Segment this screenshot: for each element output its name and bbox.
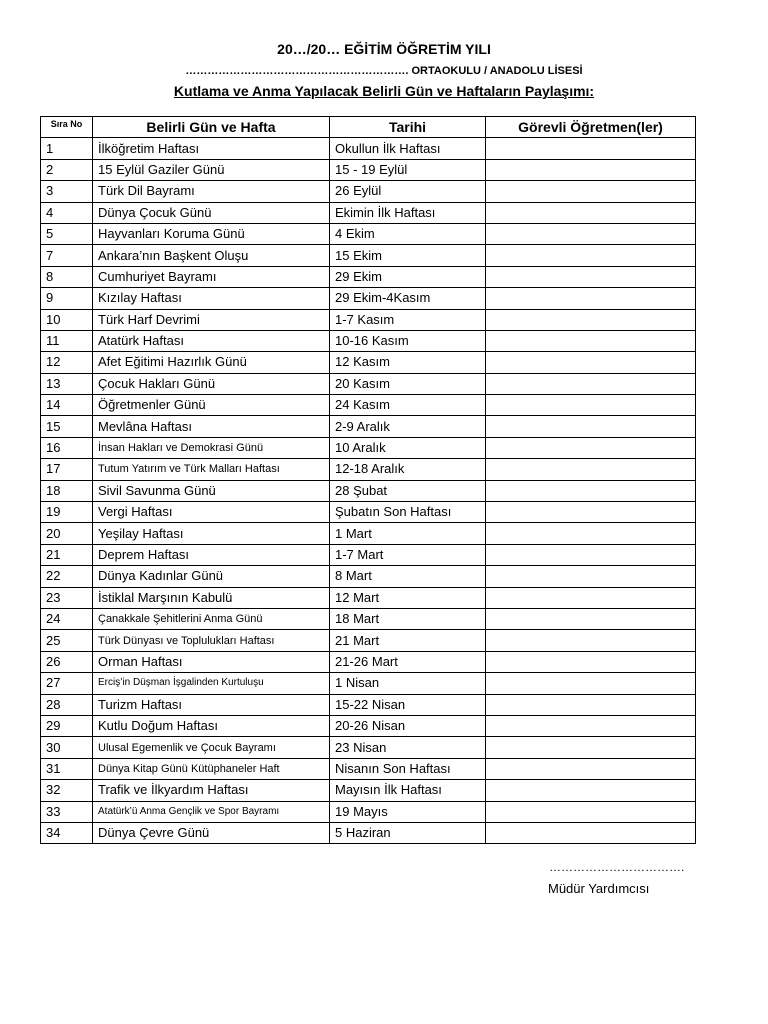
signature-line: ……………………………. <box>549 860 685 874</box>
event-name-cell: Deprem Haftası <box>93 544 330 565</box>
teacher-cell[interactable] <box>486 715 696 736</box>
teacher-cell[interactable] <box>486 630 696 651</box>
table-row <box>41 266 696 287</box>
event-name-cell: Türk Dünyası ve Toplulukları Haftası <box>93 630 330 651</box>
table-row <box>41 223 696 244</box>
row-number-cell: 24 <box>41 608 93 629</box>
teacher-cell[interactable] <box>486 523 696 544</box>
teacher-cell[interactable] <box>486 245 696 266</box>
row-number-cell: 32 <box>41 780 93 801</box>
event-date-cell: Nisanın Son Haftası <box>330 758 486 779</box>
table-row <box>41 202 696 223</box>
event-date-cell: Şubatın Son Haftası <box>330 502 486 523</box>
table-row <box>41 673 696 694</box>
event-name-cell: Afet Eğitimi Hazırlık Günü <box>93 352 330 373</box>
event-date-cell: 10-16 Kasım <box>330 330 486 351</box>
table-row <box>41 138 696 159</box>
event-name-cell: Türk Harf Devrimi <box>93 309 330 330</box>
teacher-cell[interactable] <box>486 780 696 801</box>
teacher-cell[interactable] <box>486 502 696 523</box>
event-name-cell: Çanakkale Şehitlerini Anma Günü <box>93 608 330 629</box>
event-date-cell: 5 Haziran <box>330 822 486 843</box>
signature-title: Müdür Yardımcısı <box>548 881 650 896</box>
row-number-cell: 9 <box>41 288 93 309</box>
teacher-cell[interactable] <box>486 566 696 587</box>
table-header-row <box>41 117 696 138</box>
teacher-cell[interactable] <box>486 181 696 202</box>
teacher-cell[interactable] <box>486 673 696 694</box>
event-date-cell: 23 Nisan <box>330 737 486 758</box>
row-number-cell: 15 <box>41 416 93 437</box>
event-date-cell: 1 Mart <box>330 523 486 544</box>
event-date-cell: Okullun İlk Haftası <box>330 138 486 159</box>
teacher-cell[interactable] <box>486 608 696 629</box>
table-row <box>41 630 696 651</box>
event-date-cell: 2-9 Aralık <box>330 416 486 437</box>
row-number-cell: 26 <box>41 651 93 672</box>
event-name-cell: Dünya Kadınlar Günü <box>93 566 330 587</box>
row-number-cell: 17 <box>41 459 93 480</box>
table-row <box>41 181 696 202</box>
row-number-cell: 31 <box>41 758 93 779</box>
teacher-cell[interactable] <box>486 202 696 223</box>
teacher-cell[interactable] <box>486 373 696 394</box>
table-row <box>41 245 696 266</box>
row-number-cell: 21 <box>41 544 93 565</box>
table-row <box>41 437 696 458</box>
event-date-cell: 21 Mart <box>330 630 486 651</box>
table-row <box>41 608 696 629</box>
row-number-cell: 13 <box>41 373 93 394</box>
row-number-cell: 4 <box>41 202 93 223</box>
celebration-table <box>40 116 696 844</box>
event-name-cell: Tutum Yatırım ve Türk Malları Haftası <box>93 459 330 480</box>
event-date-cell: 12-18 Aralık <box>330 459 486 480</box>
table-row <box>41 758 696 779</box>
event-name-cell: Kızılay Haftası <box>93 288 330 309</box>
event-name-cell: Mevlâna Haftası <box>93 416 330 437</box>
event-name-cell: Ankara’nın Başkent Oluşu <box>93 245 330 266</box>
event-date-cell: 15 - 19 Eylül <box>330 159 486 180</box>
event-name-cell: Dünya Çocuk Günü <box>93 202 330 223</box>
event-date-cell: 20 Kasım <box>330 373 486 394</box>
table-row <box>41 523 696 544</box>
event-date-cell: 12 Kasım <box>330 352 486 373</box>
event-name-cell: Öğretmenler Günü <box>93 395 330 416</box>
row-number-cell: 22 <box>41 566 93 587</box>
event-date-cell: 29 Ekim <box>330 266 486 287</box>
teacher-cell[interactable] <box>486 437 696 458</box>
event-date-cell: Ekimin İlk Haftası <box>330 202 486 223</box>
event-name-cell: Ulusal Egemenlik ve Çocuk Bayramı <box>93 737 330 758</box>
teacher-cell[interactable] <box>486 416 696 437</box>
event-date-cell: Mayısın İlk Haftası <box>330 780 486 801</box>
table-row <box>41 694 696 715</box>
teacher-cell[interactable] <box>486 223 696 244</box>
event-name-cell: Trafik ve İlkyardım Haftası <box>93 780 330 801</box>
row-number-cell: 19 <box>41 502 93 523</box>
event-date-cell: 4 Ekim <box>330 223 486 244</box>
school-heading: ……………………………………………………. ORTAOKULU / ANADOLU LİSESİ <box>185 65 583 77</box>
teacher-cell[interactable] <box>486 694 696 715</box>
row-number-cell: 27 <box>41 673 93 694</box>
teacher-cell[interactable] <box>486 544 696 565</box>
row-number-cell: 5 <box>41 223 93 244</box>
event-name-cell: Dünya Kitap Günü Kütüphaneler Haft <box>93 758 330 779</box>
event-name-cell: 15 Eylül Gaziler Günü <box>93 159 330 180</box>
teacher-cell[interactable] <box>486 352 696 373</box>
event-date-cell: 19 Mayıs <box>330 801 486 822</box>
teacher-cell[interactable] <box>486 459 696 480</box>
table-row <box>41 780 696 801</box>
event-name-cell: Yeşilay Haftası <box>93 523 330 544</box>
teacher-cell[interactable] <box>486 587 696 608</box>
row-number-cell: 7 <box>41 245 93 266</box>
table-row <box>41 715 696 736</box>
event-name-cell: Çocuk Hakları Günü <box>93 373 330 394</box>
teacher-cell[interactable] <box>486 480 696 501</box>
event-name-cell: Kutlu Doğum Haftası <box>93 715 330 736</box>
teacher-cell[interactable] <box>486 395 696 416</box>
table-row <box>41 352 696 373</box>
row-number-cell: 34 <box>41 822 93 843</box>
table-row <box>41 822 696 843</box>
event-date-cell: 21-26 Mart <box>330 651 486 672</box>
event-name-cell: Sivil Savunma Günü <box>93 480 330 501</box>
column-header-date: Tarihi <box>330 117 486 138</box>
event-date-cell: 18 Mart <box>330 608 486 629</box>
table-body <box>41 138 696 844</box>
document-title: Kutlama ve Anma Yapılacak Belirli Gün ve Haftaların Paylaşımı: <box>173 83 595 99</box>
event-name-cell: Cumhuriyet Bayramı <box>93 266 330 287</box>
table-row <box>41 288 696 309</box>
row-number-cell: 12 <box>41 352 93 373</box>
table-row <box>41 330 696 351</box>
event-name-cell: Orman Haftası <box>93 651 330 672</box>
row-number-cell: 2 <box>41 159 93 180</box>
row-number-cell: 10 <box>41 309 93 330</box>
row-number-cell: 28 <box>41 694 93 715</box>
event-date-cell: 1 Nisan <box>330 673 486 694</box>
table-row <box>41 416 696 437</box>
event-date-cell: 10 Aralık <box>330 437 486 458</box>
event-name-cell: Türk Dil Bayramı <box>93 181 330 202</box>
row-number-cell: 11 <box>41 330 93 351</box>
row-number-cell: 18 <box>41 480 93 501</box>
event-date-cell: 1-7 Kasım <box>330 309 486 330</box>
row-number-cell: 8 <box>41 266 93 287</box>
event-name-cell: Vergi Haftası <box>93 502 330 523</box>
table-row <box>41 459 696 480</box>
column-header-no: Sıra No <box>41 117 93 138</box>
teacher-cell[interactable] <box>486 288 696 309</box>
table-row <box>41 480 696 501</box>
row-number-cell: 29 <box>41 715 93 736</box>
row-number-cell: 20 <box>41 523 93 544</box>
row-number-cell: 16 <box>41 437 93 458</box>
table-row <box>41 587 696 608</box>
event-date-cell: 28 Şubat <box>330 480 486 501</box>
event-name-cell: Hayvanları Koruma Günü <box>93 223 330 244</box>
teacher-cell[interactable] <box>486 801 696 822</box>
event-date-cell: 24 Kasım <box>330 395 486 416</box>
teacher-cell[interactable] <box>486 651 696 672</box>
teacher-cell[interactable] <box>486 138 696 159</box>
row-number-cell: 14 <box>41 395 93 416</box>
table-row <box>41 502 696 523</box>
teacher-cell[interactable] <box>486 309 696 330</box>
row-number-cell: 25 <box>41 630 93 651</box>
row-number-cell: 3 <box>41 181 93 202</box>
table-row <box>41 737 696 758</box>
row-number-cell: 33 <box>41 801 93 822</box>
column-header-teacher: Görevli Öğretmen(ler) <box>486 117 696 138</box>
row-number-cell: 23 <box>41 587 93 608</box>
event-date-cell: 20-26 Nisan <box>330 715 486 736</box>
table-row <box>41 801 696 822</box>
teacher-cell[interactable] <box>486 737 696 758</box>
table-row <box>41 373 696 394</box>
table-row <box>41 651 696 672</box>
column-header-name: Belirli Gün ve Hafta <box>93 117 330 138</box>
event-name-cell: İlköğretim Haftası <box>93 138 330 159</box>
event-date-cell: 26 Eylül <box>330 181 486 202</box>
table-row <box>41 395 696 416</box>
table-row <box>41 159 696 180</box>
table-row <box>41 544 696 565</box>
row-number-cell: 30 <box>41 737 93 758</box>
event-name-cell: Erciş’in Düşman İşgalinden Kurtuluşu <box>93 673 330 694</box>
event-name-cell: Turizm Haftası <box>93 694 330 715</box>
row-number-cell: 1 <box>41 138 93 159</box>
event-name-cell: İstiklal Marşının Kabulü <box>93 587 330 608</box>
teacher-cell[interactable] <box>486 758 696 779</box>
event-date-cell: 29 Ekim-4Kasım <box>330 288 486 309</box>
teacher-cell[interactable] <box>486 159 696 180</box>
event-date-cell: 1-7 Mart <box>330 544 486 565</box>
event-date-cell: 15-22 Nisan <box>330 694 486 715</box>
event-name-cell: Atatürk Haftası <box>93 330 330 351</box>
event-name-cell: Dünya Çevre Günü <box>93 822 330 843</box>
event-date-cell: 12 Mart <box>330 587 486 608</box>
teacher-cell[interactable] <box>486 822 696 843</box>
event-name-cell: Atatürk’ü Anma Gençlik ve Spor Bayramı <box>93 801 330 822</box>
table-row <box>41 566 696 587</box>
event-date-cell: 8 Mart <box>330 566 486 587</box>
teacher-cell[interactable] <box>486 266 696 287</box>
table-row <box>41 309 696 330</box>
year-heading: 20…/20… EĞİTİM ÖĞRETİM YILI <box>277 41 491 57</box>
event-name-cell: İnsan Hakları ve Demokrasi Günü <box>93 437 330 458</box>
event-date-cell: 15 Ekim <box>330 245 486 266</box>
teacher-cell[interactable] <box>486 330 696 351</box>
